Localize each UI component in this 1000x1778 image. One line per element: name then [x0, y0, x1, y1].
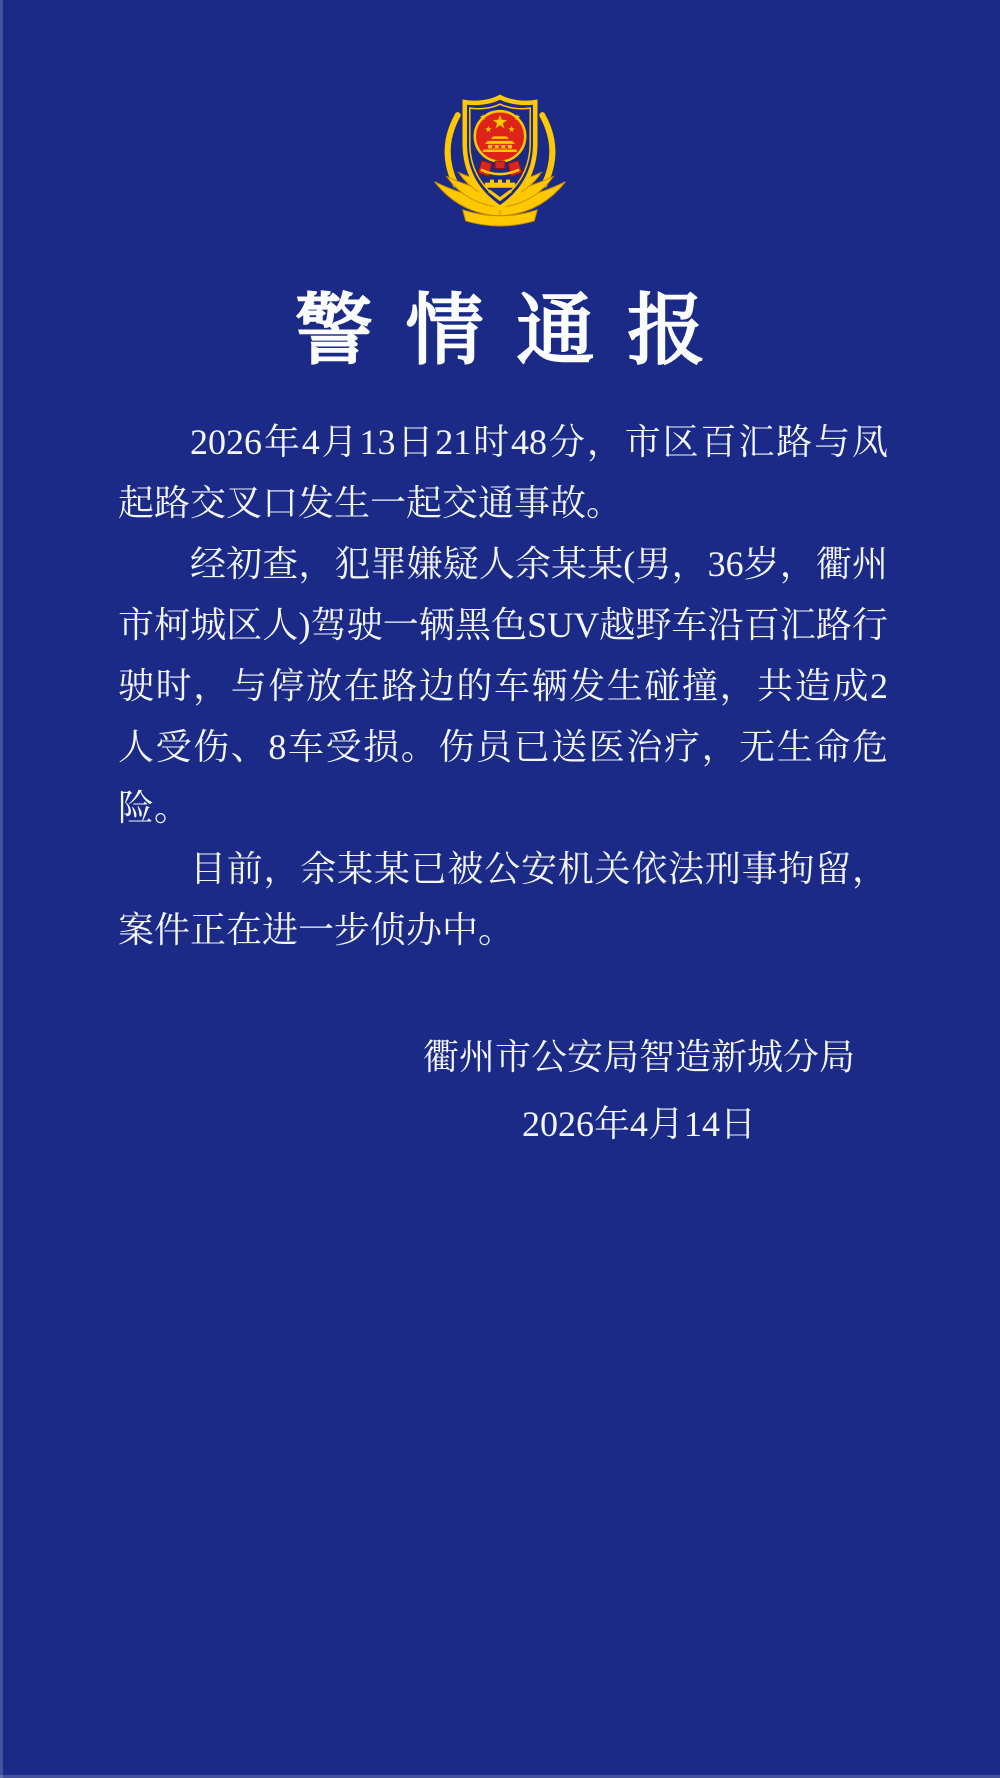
- notice-body: [0, 412, 1000, 961]
- issuing-agency: 衢州市公安局智造新城分局: [422, 1037, 855, 1077]
- notice-title: 警情通报: [294, 287, 738, 374]
- notice-paragraph-2: 经初查，犯罪嫌疑人余某某(男，36岁，衢州市柯城区人)驾驶一辆黑色SUV越野车沿百汇路行驶时，与停放在路边的车辆发生碰撞，共造成2人受伤、8车受损。伤员已送医治疗，无生命危险。: [118, 544, 888, 828]
- police-badge-icon: [424, 84, 576, 230]
- notice-paragraph-1: 2026年4月13日21时48分，市区百汇路与凤起路交叉口发生一起交通事故。: [118, 422, 888, 523]
- signature-block: [423, 1027, 855, 1155]
- notice-paragraph-3: 目前，余某某已被公安机关依法刑事拘留，案件正在进一步侦办中。: [118, 849, 888, 950]
- issue-date: 2026年4月14日: [521, 1104, 756, 1144]
